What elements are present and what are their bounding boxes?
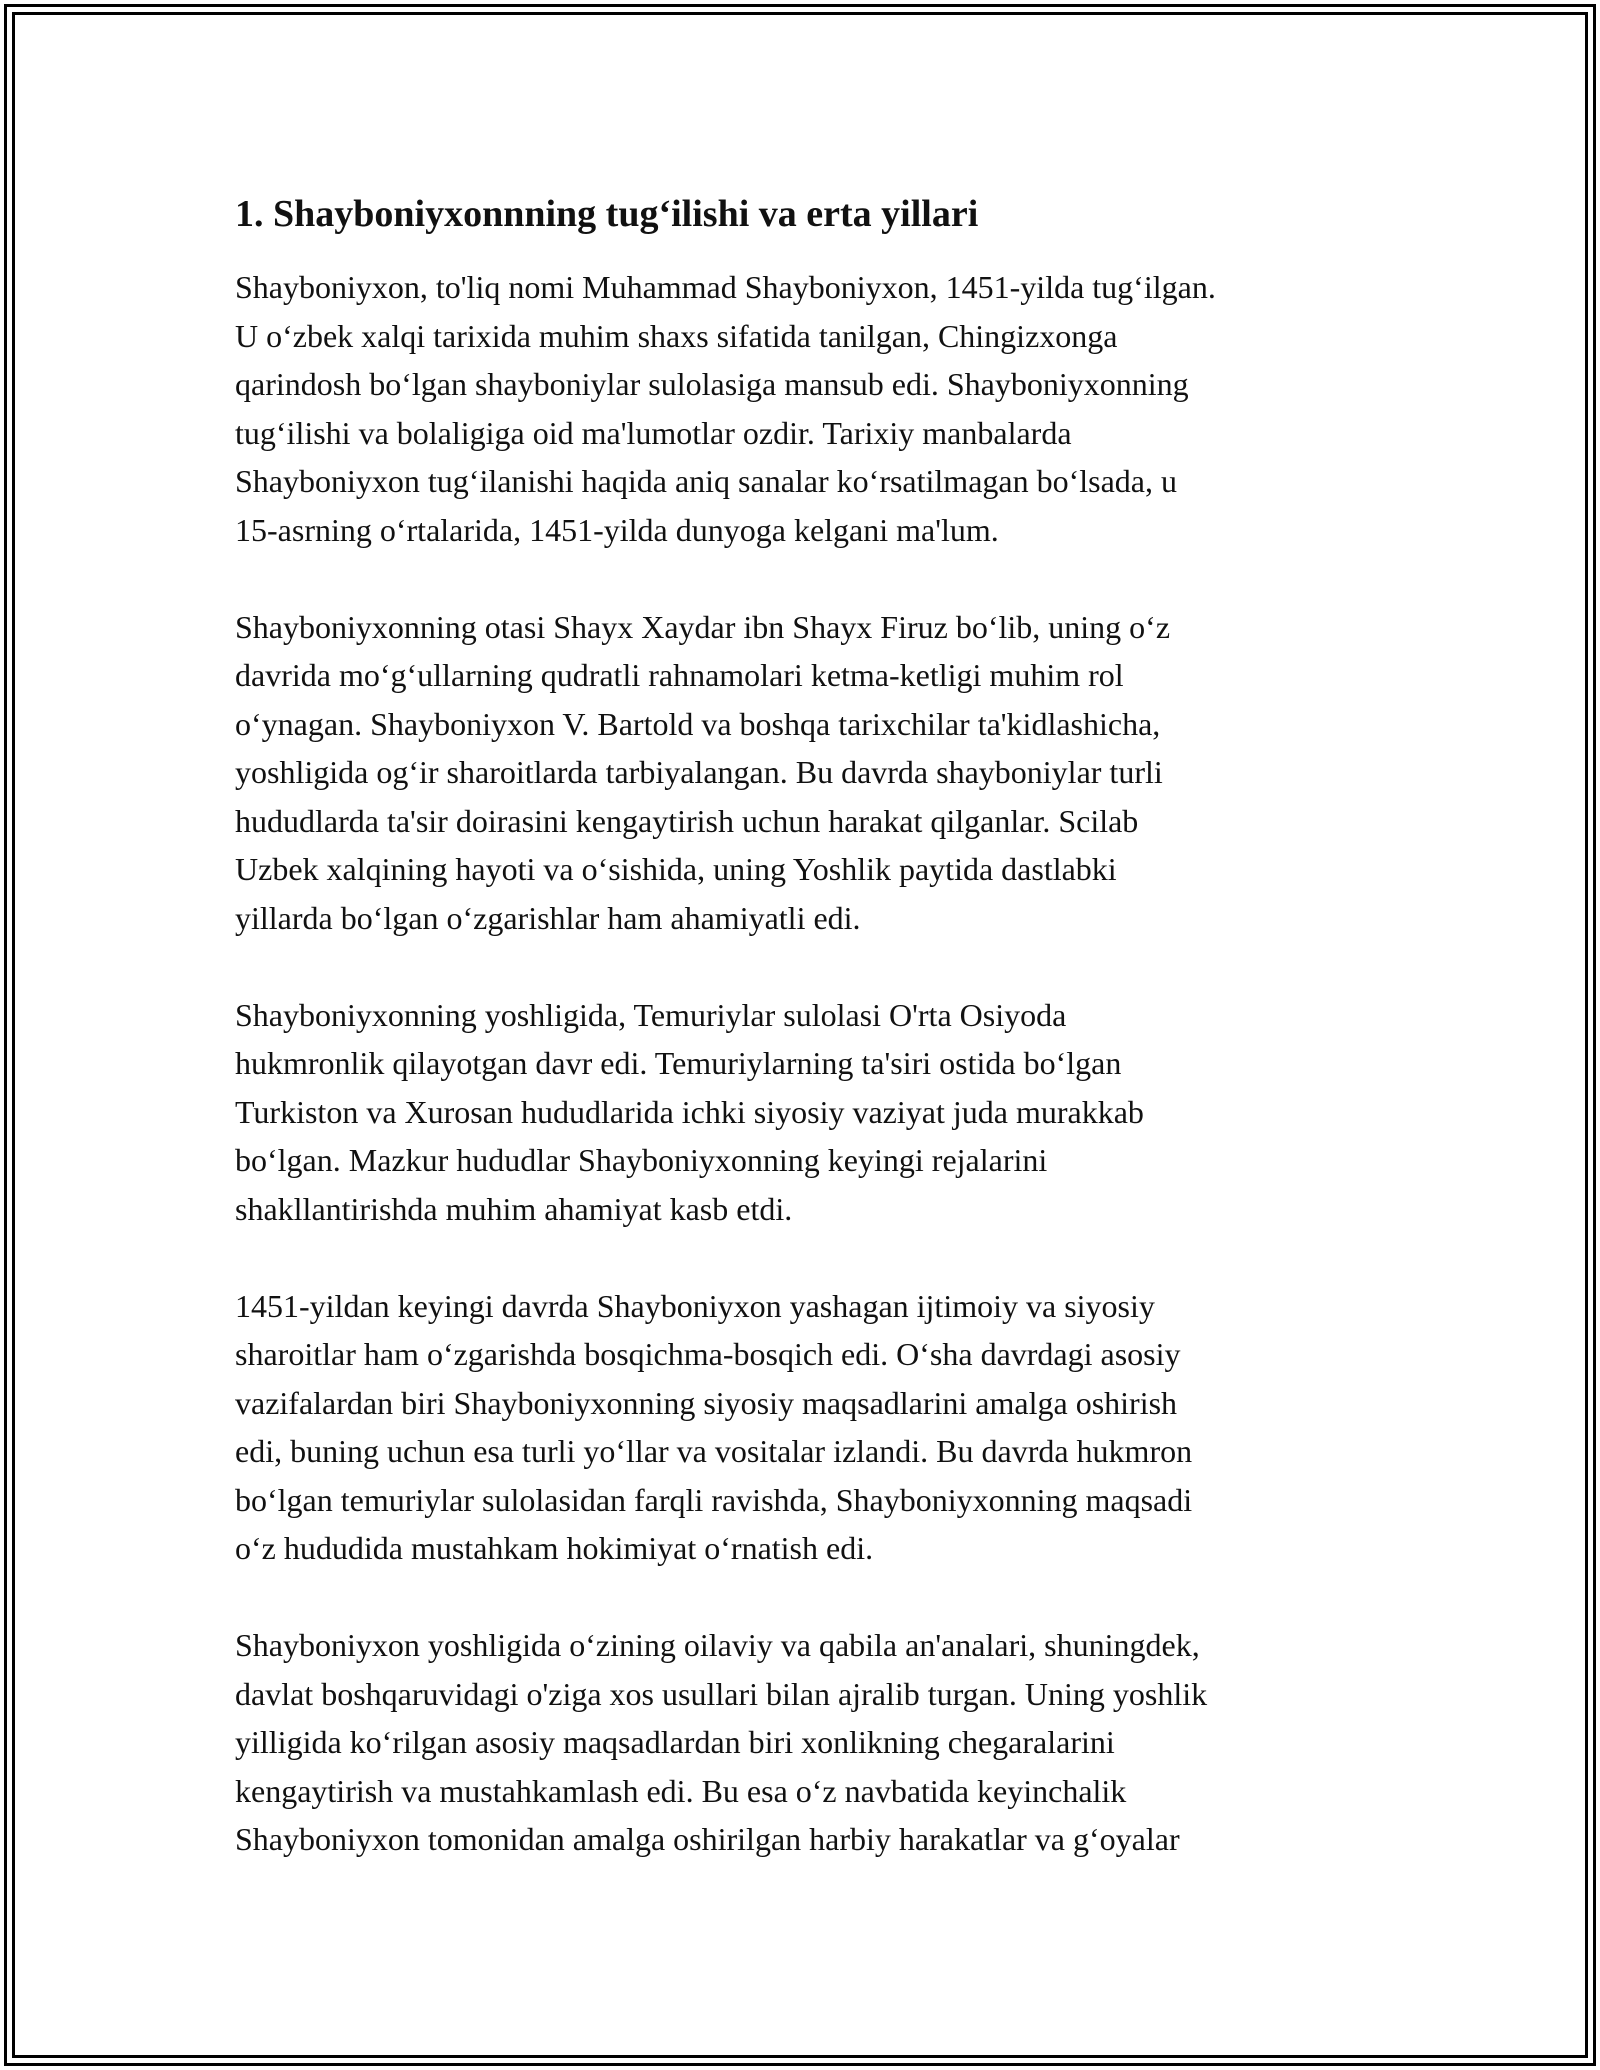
paragraph-1: Shayboniyxon, to'liq nomi Muhammad Shayboniyxon, 1451-yilda tug‘ilgan. U o‘zbek xalqi tarixida muhim shaxs sifatida tanilgan, Chingizxonga qarindosh bo‘lgan shayboniylar sulolasiga mansub edi. Shayboniyxonning tug‘ilishi va bolaligiga oid ma'lumotlar ozdir. Tarixiy manbalarda Shayboniyxon tug‘ilanishi haqida aniq sanalar ko‘rsatilmagan bo‘lsada, u 15-asrning o‘rtalarida, 1451-yilda dunyoga kelgani ma'lum. — [235, 269, 1216, 548]
section-heading: 1. Shayboniyxonnning tug‘ilishi va erta yillari — [235, 193, 979, 235]
paragraph-5: Shayboniyxon yoshligida o‘zining oilaviy va qabila an'analari, shuningdek, davlat boshqaruvidagi o'ziga xos usullari bilan ajralib turgan. Uning yoshlik yilligida ko‘rilgan asosiy maqsadlardan biri xonlikning chegaralarini kengaytirish va mustahkamlash edi. Bu esa o‘z navbatida keyinchalik Shayboniyxon tomonidan amalga oshirilgan harbiy harakatlar va g‘oyalar — [235, 1627, 1208, 1857]
paragraph-4: 1451-yildan keyingi davrda Shayboniyxon yashagan ijtimoiy va siyosiy sharoitlar ham o‘zgarishda bosqichma-bosqich edi. O‘sha davrdagi asosiy vazifalardan biri Shayboniyxonning siyosiy maqsadlarini amalga oshirish edi, buning uchun esa turli yo‘llar va vositalar izlandi. Bu davrda hukmron bo‘lgan temuriylar sulolasidan farqli ravishda, Shayboniyxonning maqsadi o‘z hududida mustahkam hokimiyat o‘rnatish edi. — [235, 1287, 1193, 1566]
document-body — [235, 185, 1375, 1912]
paragraph-2: Shayboniyxonning otasi Shayx Xaydar ibn Shayx Firuz bo‘lib, uning o‘z davrida mo‘g‘ullarning qudratli rahnamolari ketma-ketligi muhim rol o‘ynagan. Shayboniyxon V. Bartold va boshqa tarixchilar ta'kidlashicha, yoshligida og‘ir sharoitlarda tarbiyalangan. Bu davrda shayboniylar turli hududlarda ta'sir doirasini kengaytirish uchun harakat qilganlar. Scilab Uzbek xalqining hayoti va o‘sishida, uning Yoshlik paytida dastlabki yillarda bo‘lgan o‘zgarishlar ham ahamiyatli edi. — [235, 608, 1171, 936]
paragraph-3: Shayboniyxonning yoshligida, Temuriylar sulolasi O'rta Osiyoda hukmronlik qilayotgan davr edi. Temuriylarning ta'siri ostida bo‘lgan Turkiston va Xurosan hududlarida ichki siyosiy vaziyat juda murakkab bo‘lgan. Mazkur hududlar Shayboniyxonning keyingi rejalarini shakllantirishda muhim ahamiyat kasb etdi. — [235, 996, 1144, 1227]
